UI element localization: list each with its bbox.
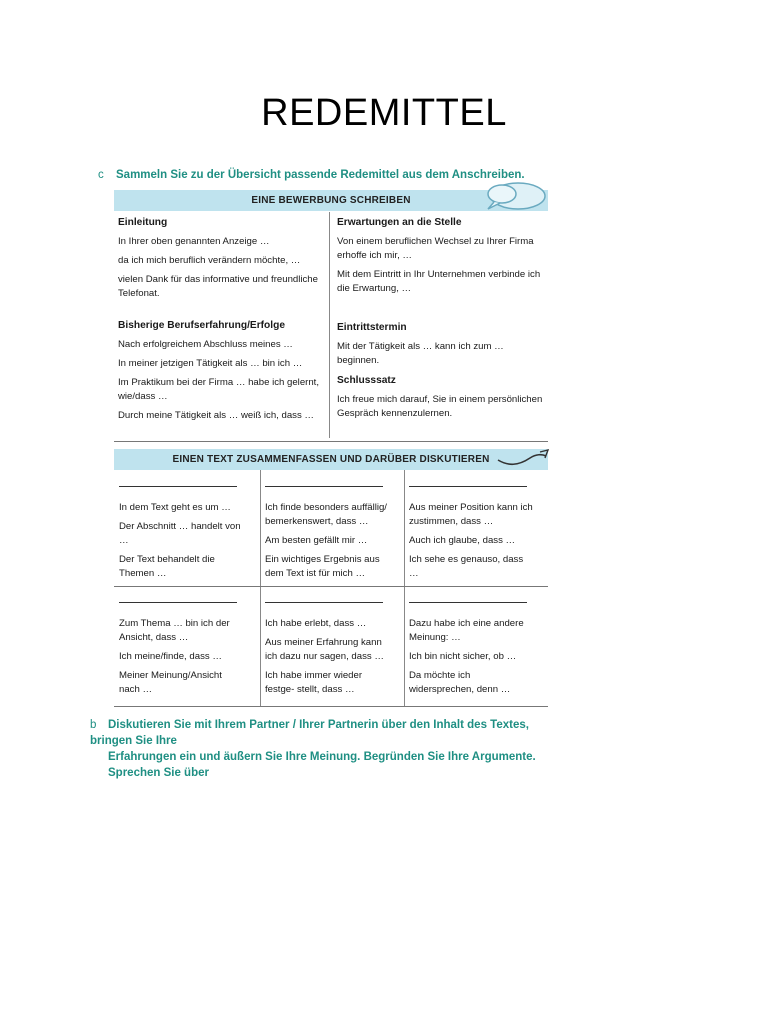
phrase: Der Abschnitt … handelt von … xyxy=(119,521,241,546)
phrase: Ich habe immer wieder festge- stellt, dass … xyxy=(265,670,363,695)
phrase: Ich finde besonders auffällig/ bemerkenswert, dass … xyxy=(265,502,387,527)
section-divider xyxy=(114,441,548,442)
heading-berufserfahrung: Bisherige Berufserfahrung/Erfolge xyxy=(118,320,285,331)
phrase: Ich meine/finde, dass … xyxy=(119,651,222,662)
wave-icon xyxy=(496,446,552,470)
phrase: Ich habe erlebt, dass … xyxy=(265,618,367,629)
phrase: Nach erfolgreichem Abschluss meines … xyxy=(118,339,293,350)
section-einleitung xyxy=(118,216,326,306)
heading-schlusssatz: Schlusssatz xyxy=(337,375,396,386)
grid-cell xyxy=(409,482,534,586)
phrase: Zum Thema … bin ich der Ansicht, dass … xyxy=(119,618,230,643)
phrase: Ich sehe es genauso, dass … xyxy=(409,554,524,579)
column-divider xyxy=(260,470,261,707)
heading-eintrittstermin: Eintrittstermin xyxy=(337,322,407,333)
phrase: vielen Dank für das informative und freundliche Telefonat. xyxy=(118,274,318,299)
grid-cell xyxy=(409,598,534,702)
phrase: Dazu habe ich eine andere Meinung: … xyxy=(409,618,524,643)
heading-einleitung: Einleitung xyxy=(118,217,168,228)
heading-erwartungen: Erwartungen an die Stelle xyxy=(337,217,462,228)
column-divider xyxy=(404,470,405,707)
task-letter: b xyxy=(90,719,97,731)
phrase: Ein wichtiges Ergebnis aus dem Text ist für mich … xyxy=(265,554,380,579)
section-erwartungen xyxy=(337,216,547,301)
phrase: Aus meiner Erfahrung kann ich dazu nur sagen, dass … xyxy=(265,637,384,662)
phrase: Da möchte ich widersprechen, denn … xyxy=(409,670,511,695)
grid-cell xyxy=(119,598,244,702)
section-schlusssatz xyxy=(337,374,547,426)
phrase: Der Text behandelt die Themen … xyxy=(119,554,215,579)
phrase: In meiner jetzigen Tätigkeit als … bin ich … xyxy=(118,358,303,369)
task-b-instruction xyxy=(90,717,560,781)
phrase: Mit der Tätigkeit als … kann ich zum … beginnen. xyxy=(337,341,504,366)
task-text: Sammeln Sie zu der Übersicht passende Redemittel aus dem Anschreiben. xyxy=(116,169,525,181)
phrase: Im Praktikum bei der Firma … habe ich gelernt, wie/dass … xyxy=(118,377,320,402)
phrase: Ich bin nicht sicher, ob … xyxy=(409,651,517,662)
task-text-cut: Erfahrungen ein und äußern Sie Ihre Meinung. Begründen Sie Ihre Argumente. Sprechen Sie über xyxy=(108,751,536,779)
worksheet-scan xyxy=(90,166,552,779)
section-berufserfahrung xyxy=(118,319,326,428)
phrase: Mit dem Eintritt in Ihr Unternehmen verbinde ich die Erwartung, … xyxy=(337,269,541,294)
row-divider xyxy=(114,586,548,587)
grid-cell xyxy=(265,598,390,702)
phrase: Von einem beruflichen Wechsel zu Ihrer Firma erhoffe ich mir, … xyxy=(337,236,534,261)
phrase: Durch meine Tätigkeit als … weiß ich, dass … xyxy=(118,410,315,421)
phrase: In dem Text geht es um … xyxy=(119,502,231,513)
task-text: Diskutieren Sie mit Ihrem Partner / Ihrer Partnerin über den Inhalt des Textes, bringen Sie Ihre xyxy=(90,719,529,747)
phrase: Ich freue mich darauf, Sie in einem persönlichen Gespräch kennenzulernen. xyxy=(337,394,543,419)
section-eintrittstermin xyxy=(337,321,547,373)
task-c-instruction xyxy=(98,169,525,181)
column-divider xyxy=(329,212,330,438)
phrase: da ich mich beruflich verändern möchte, … xyxy=(118,255,301,266)
phrase: Aus meiner Position kann ich zustimmen, dass … xyxy=(409,502,533,527)
phrase: Am besten gefällt mir … xyxy=(265,535,368,546)
task-letter: c xyxy=(98,169,104,181)
grid-cell xyxy=(265,482,390,586)
grid-cell xyxy=(119,482,244,586)
speech-bubble-icon xyxy=(480,176,548,214)
phrase: Auch ich glaube, dass … xyxy=(409,535,516,546)
section-header-bewerbung: EINE BEWERBUNG SCHREIBEN xyxy=(114,190,548,211)
phrase: In Ihrer oben genannten Anzeige … xyxy=(118,236,270,247)
row-divider xyxy=(114,706,548,707)
page-title: REDEMITTEL xyxy=(261,92,507,134)
section-header-zusammenfassen: EINEN TEXT ZUSAMMENFASSEN UND DARÜBER DISKUTIEREN xyxy=(114,449,548,470)
phrase: Meiner Meinung/Ansicht nach … xyxy=(119,670,222,695)
